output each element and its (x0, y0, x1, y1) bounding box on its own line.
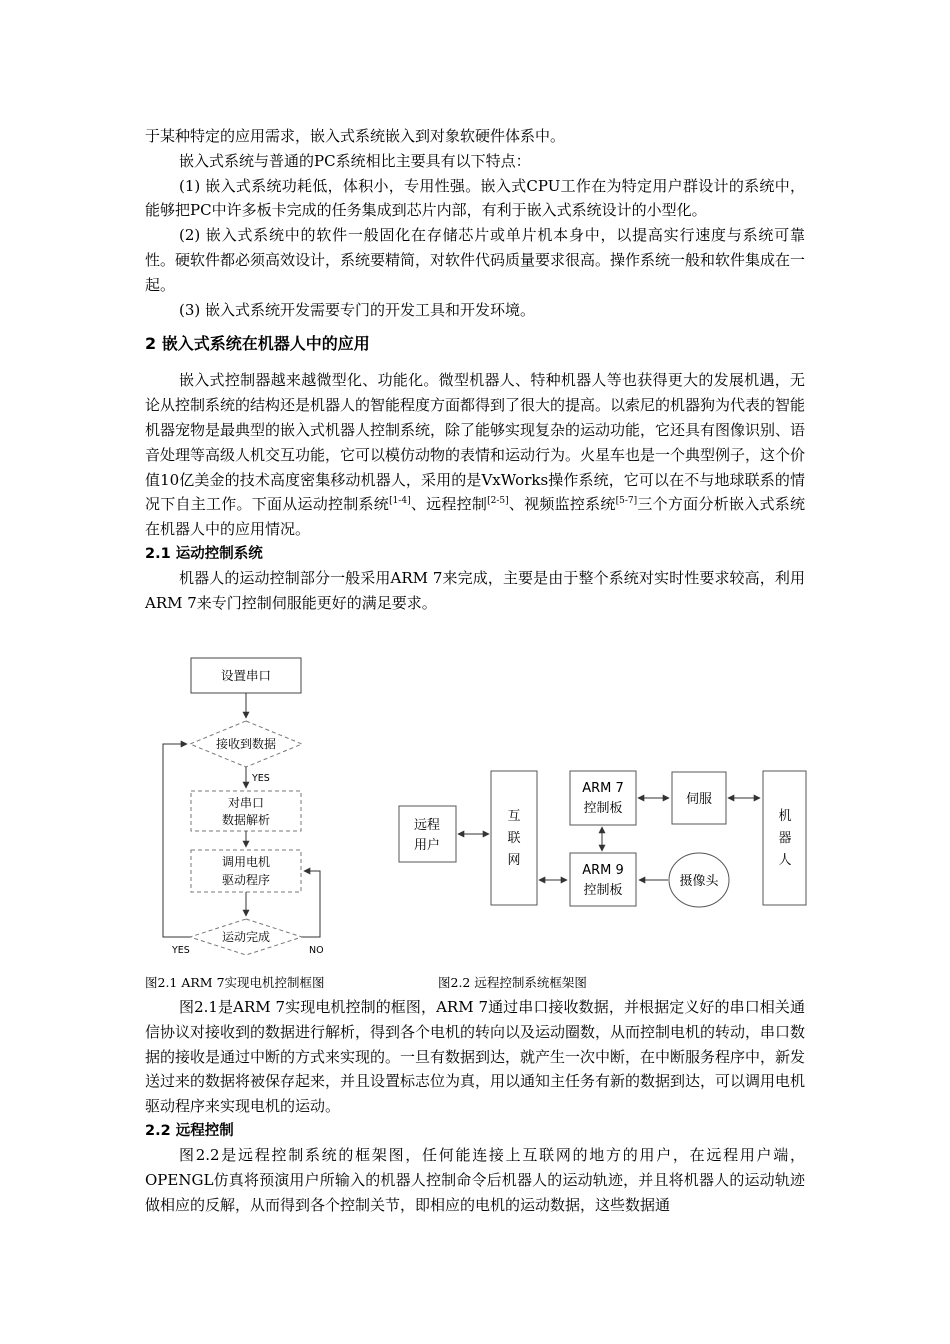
citation-2-5: [2-5] (487, 496, 509, 507)
section-2-text-mid1: 、远程控制 (410, 495, 488, 514)
yes-label-2: YES (172, 945, 190, 956)
yes-label-1: YES (252, 773, 270, 784)
no-label: NO (309, 945, 324, 956)
robot-char-1: 机 (778, 809, 792, 824)
figure-explanation-paragraph: 图2.1是ARM 7实现电机控制的框图，ARM 7通过串口接收数据，并根据定义好的串口相关通信协议对接收到的数据进行解析，得到各个电机的转向以及运动圈数，从而控制电机的转动，串口数据的接收是通过中断的方式来实现的。一旦有数据到达，就产生一次中断，在中断服务程序中，新发送过来的数据将被保存起来，并且设置标志位为真，用以通知主任务有新的数据到达，可以调用电机驱动程序来实现电机的运动。 (145, 998, 806, 1116)
figure-2-2-caption: 图2.2 远程控制系统框架图 (438, 975, 587, 990)
remote-user-line2: 用户 (413, 838, 441, 853)
section-2-1-paragraph: 机器人的运动控制部分一般采用ARM 7来完成，主要是由于整个系统对实时性要求较高，利用ARM 7来专门控制伺服能更好的满足要求。 (145, 568, 805, 612)
box-parse-line1: 对串口 (227, 796, 265, 810)
box-arm9-board (570, 853, 636, 906)
box-remote-user (399, 806, 456, 862)
figure-2-2-diagram (390, 760, 815, 915)
internet-char-1: 互 (507, 809, 521, 824)
box-arm7-board (570, 771, 636, 825)
paragraph-continuation: 于某种特定的应用需求，嵌入式系统嵌入到对象软硬件体系中。 (145, 127, 566, 145)
servo-label: 伺服 (685, 792, 713, 807)
remote-user-line1: 远程 (413, 818, 441, 833)
camera-label: 摄像头 (679, 874, 719, 889)
section-2-1-heading: 2.1 运动控制系统 (145, 545, 263, 562)
paragraph-feature-3: (3) 嵌入式系统开发需要专门的开发工具和开发环境。 (179, 300, 536, 319)
robot-char-2: 器 (778, 831, 792, 846)
arm7-line2: 控制板 (583, 801, 623, 816)
paragraph-features-intro: 嵌入式系统与普通的PC系统相比主要具有以下特点： (179, 151, 531, 170)
internet-char-3: 网 (507, 853, 521, 868)
upper-text (145, 124, 805, 616)
arm9-line1: ARM 9 (582, 863, 624, 878)
paragraph-feature-1: (1) 嵌入式系统功耗低，体积小，专用性强。嵌入式CPU工作在为特定用户群设计的系统中，能够把PC中许多板卡完成的任务集成到芯片内部，有利于嵌入式系统设计的小型化。 (145, 176, 805, 220)
box-call-line1: 调用电机 (221, 855, 271, 869)
arm7-line1: ARM 7 (582, 781, 624, 796)
arm9-line2: 控制板 (583, 883, 623, 898)
lower-text (145, 995, 805, 1217)
citation-5-7: [5-7] (615, 496, 638, 507)
section-2-paragraph (145, 368, 805, 542)
section-2-text-mid2: 、视频监控系统 (508, 495, 616, 514)
paragraph-feature-2: (2) 嵌入式系统中的软件一般固化在存储芯片或单片机本身中，以提高实行速度与系统可靠性。硬软件都必须高效设计，系统要精简，对软件代码质量要求很高。操作系统一般和软件集成在一起。 (145, 226, 806, 294)
diamond-receive-label: 接收到数据 (215, 737, 277, 751)
robot-char-3: 人 (778, 853, 792, 868)
section-2-text-main: 嵌入式控制器越来越微型化、功能化。微型机器人、特种机器人等也获得更大的发展机遇，无论从控制系统的结构还是机器人的智能程度方面都得到了很大的提高。以索尼的机器狗为代表的智能机器宠物是最典型的嵌入式机器人控制系统，除了能够实现复杂的运动功能，它还具有图像识别、语音处理等高级人机交互功能，它可以模仿动物的表情和运动行为。火星车也是一个典型例子，这个价值10亿美金的技术高度密集移动机器人，采用的是VxWorks操作系统，它可以在不与地球联系的情况下自主工作。下面从运动控制系统 (145, 371, 806, 514)
citation-1-4: [1-4] (389, 496, 411, 507)
section-2-2-heading: 2.2 远程控制 (145, 1122, 234, 1139)
section-2-text-tail: 三个方面分析嵌入式系统在机器人中的应用情况。 (145, 495, 805, 539)
diamond-done-label: 运动完成 (221, 930, 271, 944)
box-parse-line2: 数据解析 (221, 813, 271, 827)
section-2-heading: 2 嵌入式系统在机器人中的应用 (145, 334, 370, 354)
box-set-serial-label: 设置串口 (220, 668, 272, 683)
figure-2-1-flowchart (150, 650, 340, 960)
loop-yes-back-to-receive (163, 744, 190, 937)
section-2-2-paragraph: 图2.2是远程控制系统的框架图，任何能连接上互联网的地方的用户，在远程用户端，OPENGL仿真将预演用户所输入的机器人控制命令后机器人的运动轨迹，并且将机器人的运动轨迹做相应的反解，从而得到各个控制关节，即相应的电机的运动数据，这些数据通 (145, 1145, 805, 1214)
internet-char-2: 联 (507, 831, 521, 846)
figure-2-1-caption: 图2.1 ARM 7实现电机控制框图 (145, 975, 325, 990)
box-call-line2: 驱动程序 (221, 873, 271, 887)
loop-no-back-to-call (302, 871, 320, 937)
